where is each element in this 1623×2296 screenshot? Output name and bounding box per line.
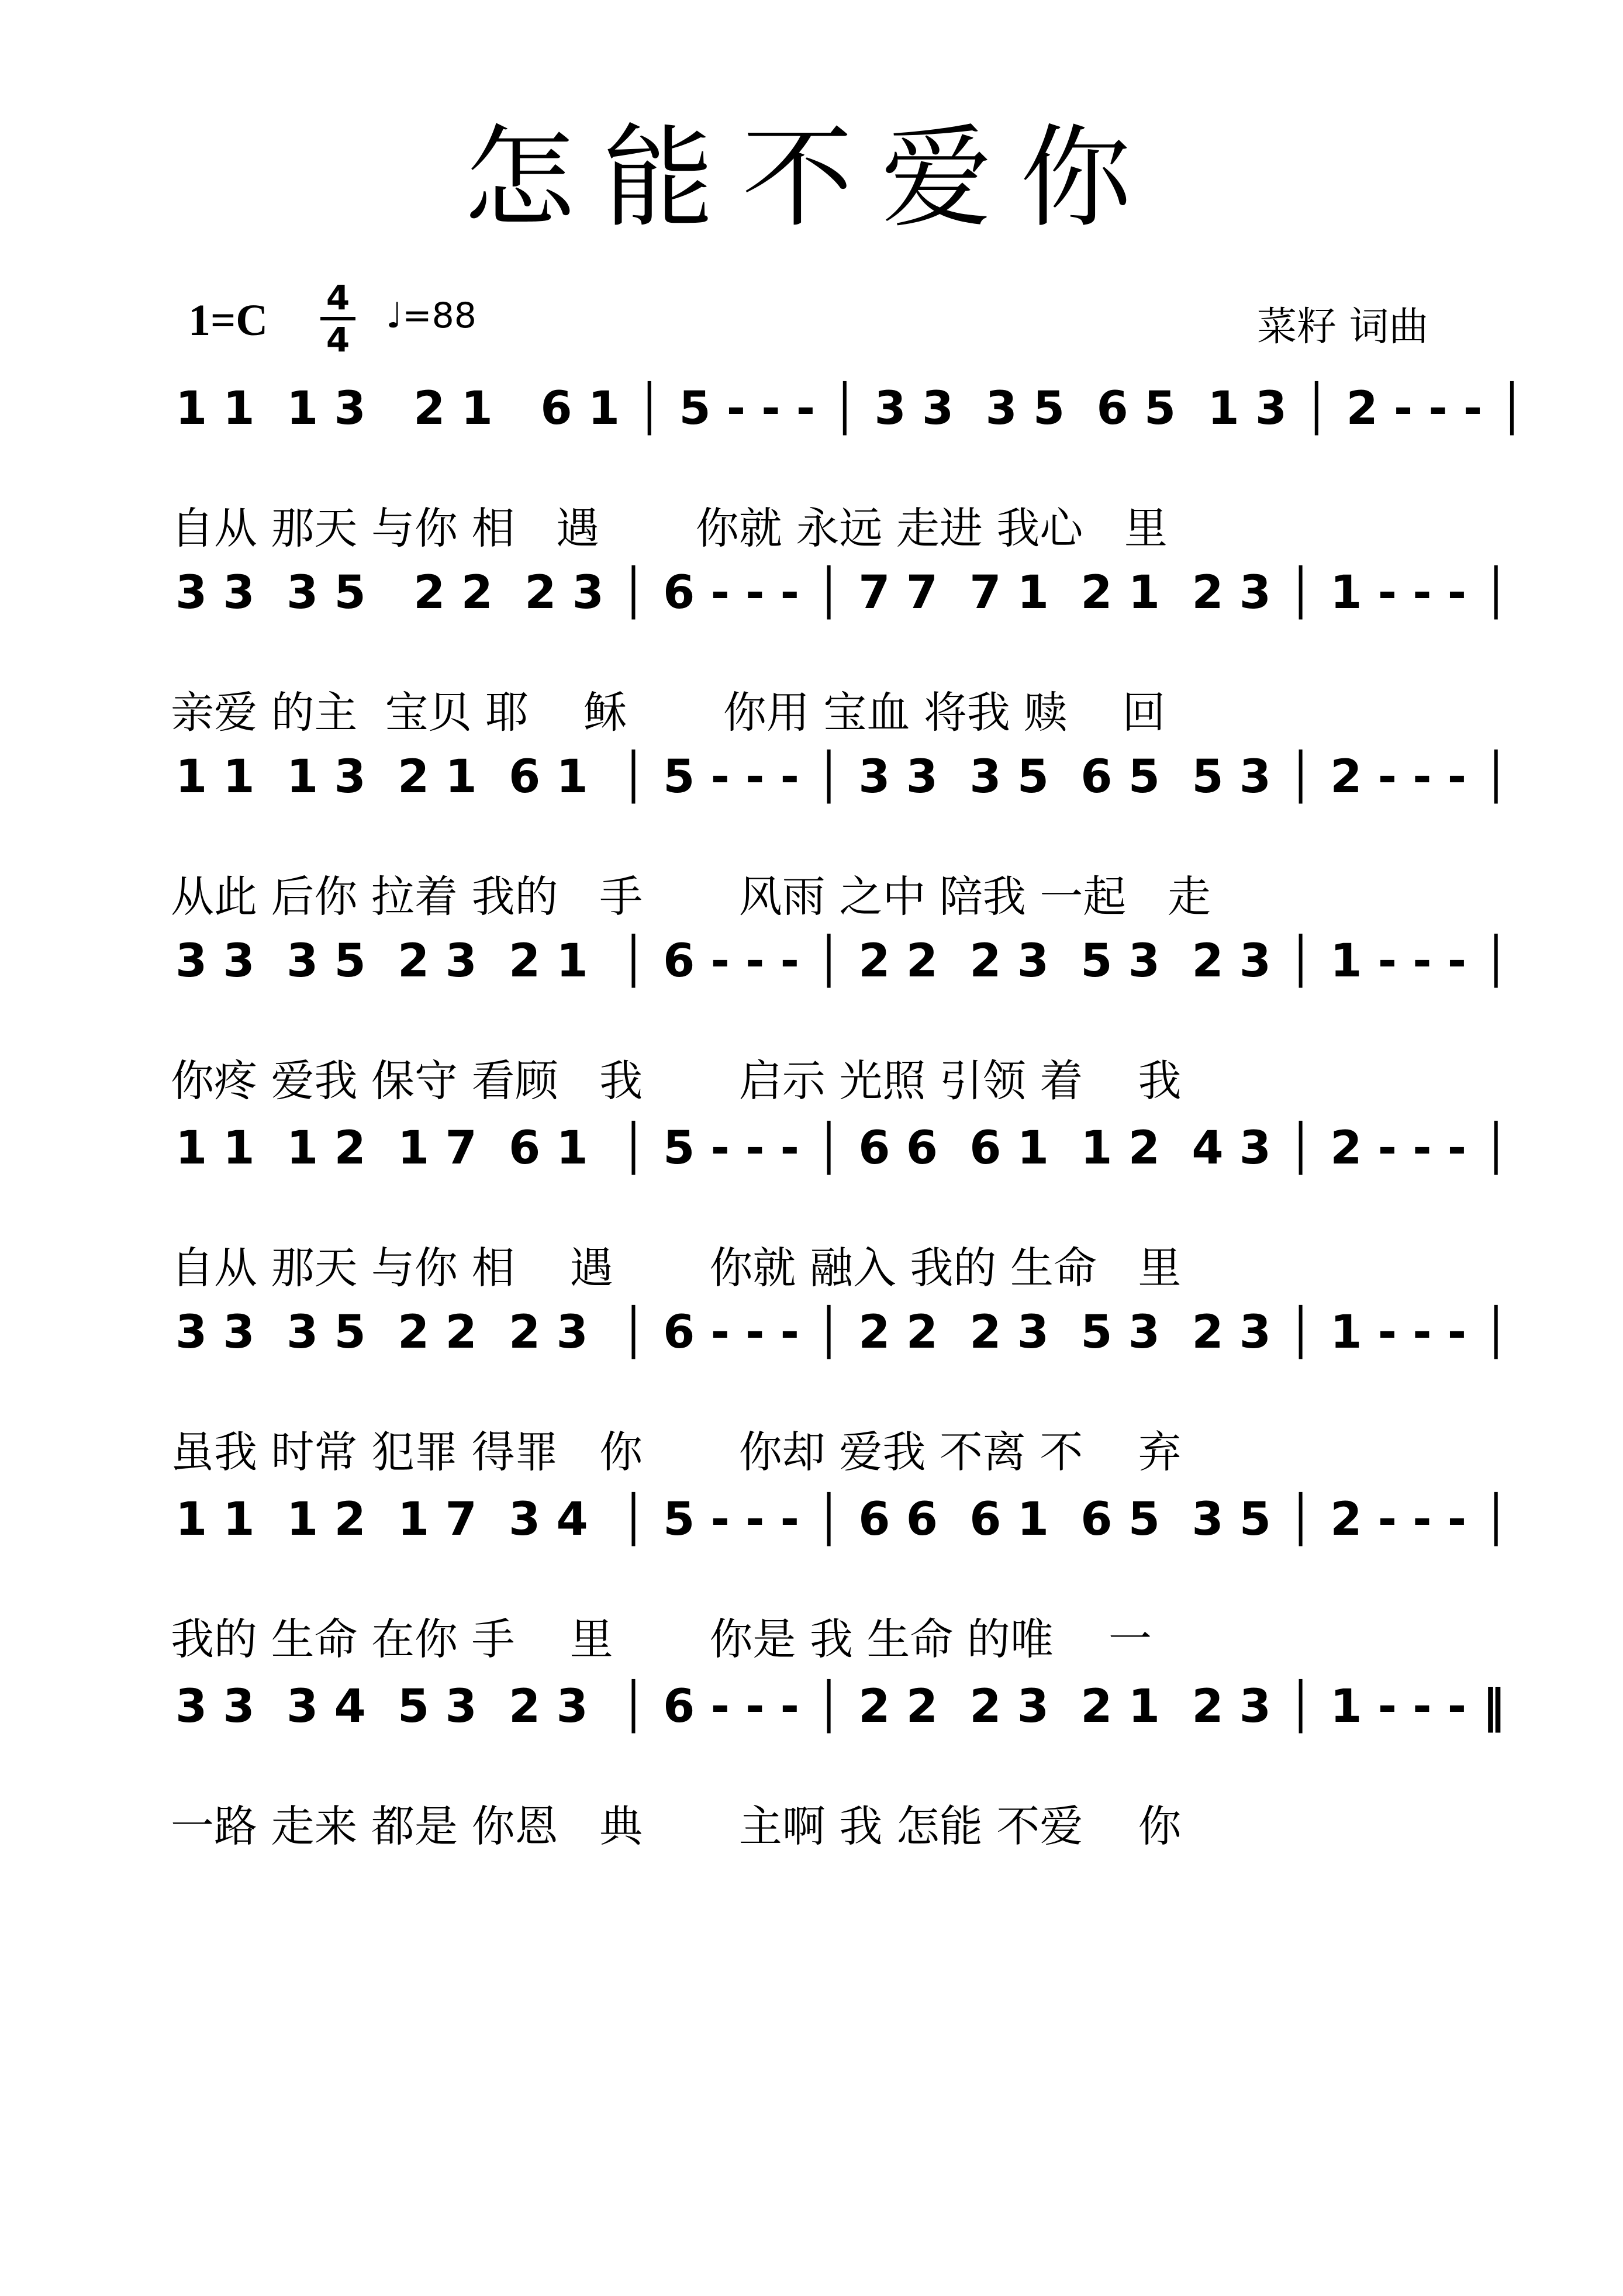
time-numerator: 4	[326, 278, 350, 317]
notation-line: 3 3 3 4 5 3 2 3 │ 6 - - - │ 2 2 2 3 2 1 2 3 │ 1 - - - ‖	[175, 1680, 1505, 1733]
tempo-marking: ♩=88	[386, 295, 476, 336]
lyrics-line: 自从 那天 与你 相 遇 你就 融入 我的 生命 里	[171, 1243, 1182, 1293]
lyrics-line: 我的 生命 在你 手 里 你是 我 生命 的唯 一	[171, 1614, 1152, 1665]
staff-line-1	[0, 382, 1623, 555]
notation-line: 3 3 3 5 2 2 2 3 │ 6 - - - │ 2 2 2 3 5 3 2 3 │ 1 - - - │	[175, 1306, 1510, 1359]
notation-line: 3 3 3 5 2 2 2 3 │ 6 - - - │ 7 7 7 1 2 1 2 3 │ 1 - - - │	[175, 567, 1510, 619]
notation-line: 1 1 1 2 1 7 6 1 │ 5 - - - │ 6 6 6 1 1 2 4 3 │ 2 - - - │	[175, 1122, 1510, 1175]
key-signature: 1=C	[188, 296, 268, 345]
staff-line-7	[0, 1493, 1623, 1666]
staff-line-3	[0, 751, 1623, 924]
notation-line: 1 1 1 3 2 1 6 1 │ 5 - - - │ 3 3 3 5 6 5 1 3 │ 2 - - - │	[175, 382, 1526, 435]
notation-line: 3 3 3 5 2 3 2 1 │ 6 - - - │ 2 2 2 3 5 3 2 3 │ 1 - - - │	[175, 935, 1510, 988]
lyrics-line: 一路 走来 都是 你恩 典 主啊 我 怎能 不爱 你	[171, 1801, 1182, 1852]
notation-line: 1 1 1 3 2 1 6 1 │ 5 - - - │ 3 3 3 5 6 5 5 3 │ 2 - - - │	[175, 751, 1510, 803]
lyrics-line: 虽我 时常 犯罪 得罪 你 你却 爱我 不离 不 弃	[171, 1427, 1182, 1477]
time-signature	[320, 278, 355, 360]
song-title: 怎能不爱你	[463, 113, 1159, 243]
staff-line-6	[0, 1306, 1623, 1479]
staff-line-2	[0, 567, 1623, 740]
composer-credit: 菜籽 词曲	[1257, 304, 1429, 350]
time-denominator: 4	[320, 317, 355, 357]
lyrics-line: 亲爱 的主 宝贝 耶 稣 你用 宝血 将我 赎 回	[171, 688, 1166, 738]
notation-line: 1 1 1 2 1 7 3 4 │ 5 - - - │ 6 6 6 1 6 5 3 5 │ 2 - - - │	[175, 1493, 1510, 1546]
staff-line-8	[0, 1680, 1623, 1853]
lyrics-line: 自从 那天 与你 相 遇 你就 永远 走进 我心 里	[171, 503, 1168, 554]
lyrics-line: 从此 后你 拉着 我的 手 风雨 之中 陪我 一起 走	[171, 872, 1211, 922]
lyrics-line: 你疼 爱我 保守 看顾 我 启示 光照 引领 着 我	[171, 1056, 1182, 1106]
staff-line-5	[0, 1122, 1623, 1295]
staff-line-4	[0, 935, 1623, 1108]
